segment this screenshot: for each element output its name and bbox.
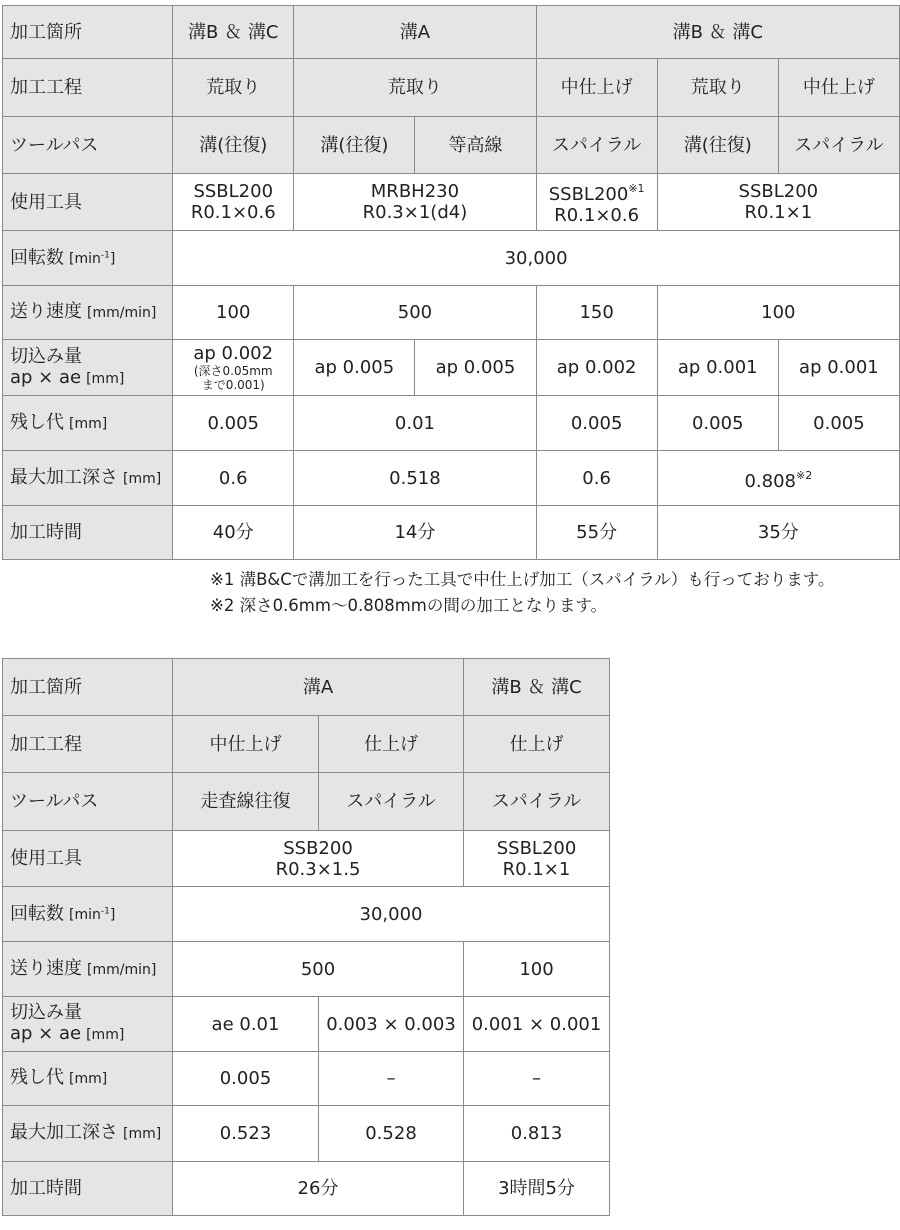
cell-toolpath: 溝(往復): [173, 117, 294, 174]
cell-feed: 500: [294, 286, 536, 340]
row-location: [3, 659, 610, 716]
tool-size: R0.1×0.6: [190, 202, 276, 223]
tool-size: R0.3×1.5: [275, 858, 361, 880]
row-stock: [3, 1052, 610, 1106]
cell-time: 55分: [536, 506, 657, 560]
tool-size: R0.3×1(d4): [362, 202, 468, 223]
cell-process: 中仕上げ: [778, 59, 899, 117]
cell-process: 荒取り: [173, 59, 294, 117]
cut-note: (深さ0.05mm: [193, 364, 273, 378]
unit-label: [mm]: [123, 470, 162, 487]
cell-tool: [464, 831, 610, 887]
cell-tool: [536, 174, 657, 231]
tool-name: SSBL200: [738, 181, 819, 202]
row-label-feed: [3, 942, 173, 997]
cell-process: 中仕上げ: [173, 716, 319, 773]
cell-process: 中仕上げ: [536, 59, 657, 117]
cell-cut: ap 0.005: [415, 340, 536, 396]
cell-cut: ap 0.002: [536, 340, 657, 396]
footnote-mark-1: ※1: [628, 182, 645, 195]
row-label-text: 送り速度: [10, 957, 82, 979]
depth-value: 0.808: [744, 470, 796, 492]
cell-feed: 150: [536, 286, 657, 340]
cell-depth: 0.528: [319, 1106, 464, 1162]
row-label-time: 加工時間: [3, 506, 173, 560]
cell-toolpath: スパイラル: [464, 773, 610, 831]
row-cut: [3, 997, 610, 1052]
row-feed: [3, 942, 610, 997]
cell-toolpath: 走査線往復: [173, 773, 319, 831]
machining-table-1: [2, 5, 900, 560]
row-label-cut: [3, 340, 173, 396]
cell-toolpath: 溝(往復): [294, 117, 415, 174]
row-label-text: 最大加工深さ: [10, 1122, 118, 1143]
row-toolpath: [3, 773, 610, 831]
unit-label: [mm/min]: [87, 961, 157, 978]
cell-cut: ap 0.005: [294, 340, 415, 396]
cell-toolpath: スパイラル: [319, 773, 464, 831]
row-label-sub: ap × ae: [10, 1023, 82, 1044]
cell-depth: 0.813: [464, 1106, 610, 1162]
cell-cut: 0.001 × 0.001: [464, 997, 610, 1052]
cell-stock: 0.005: [778, 396, 899, 451]
row-tool: [3, 831, 610, 887]
row-label-depth: [3, 451, 173, 506]
cell-feed: 100: [464, 942, 610, 997]
row-label-text: 残し代: [10, 1067, 64, 1088]
cell-process: 荒取り: [294, 59, 536, 117]
cell-feed: 500: [173, 942, 464, 997]
cell-depth: 0.518: [294, 451, 536, 506]
cell-stock: 0.005: [657, 396, 778, 451]
row-label-location: 加工箇所: [3, 6, 173, 59]
row-label-toolpath: ツールパス: [3, 117, 173, 174]
row-label-text: 送り速度: [10, 301, 82, 322]
row-label-stock: [3, 1052, 173, 1106]
row-tool: [3, 174, 900, 231]
unit-label: [mm]: [86, 370, 125, 387]
cell-location: 溝A: [173, 659, 464, 716]
cell-feed: 100: [657, 286, 899, 340]
cell-stock: –: [319, 1052, 464, 1106]
unit-label: $[\min^{-1}]$: [69, 250, 116, 268]
cell-time: 35分: [657, 506, 899, 560]
row-label-rpm: [3, 887, 173, 942]
row-label-depth: [3, 1106, 173, 1162]
tool-size: R0.1×1: [744, 202, 813, 223]
tool-name: MRBH230: [370, 181, 460, 202]
row-label-tool: 使用工具: [3, 831, 173, 887]
cell-cut: ap 0.001: [657, 340, 778, 396]
footnote-1: ※1 溝B&Cで溝加工を行った工具で中仕上げ加工（スパイラル）も行っております。: [210, 570, 835, 589]
cell-depth: 0.523: [173, 1106, 319, 1162]
tool-size: R0.1×0.6: [554, 205, 640, 226]
tool-name: SSBL200: [193, 181, 274, 202]
footnote-2: ※2 深さ0.6mm〜0.808mmの間の加工となります。: [210, 596, 608, 615]
cell-cut: ap 0.001: [778, 340, 899, 396]
footnote-mark-2: ※2: [796, 468, 813, 482]
unit-label: [mm]: [123, 1126, 162, 1142]
row-label-cut: [3, 997, 173, 1052]
cell-toolpath: 溝(往復): [657, 117, 778, 174]
unit-label: [mm]: [86, 1027, 125, 1043]
cell-location: 溝A: [294, 6, 536, 59]
row-process: [3, 59, 900, 117]
cell-time: 3時間5分: [464, 1162, 610, 1216]
tool-size: R0.1×1: [502, 858, 571, 880]
row-rpm: [3, 231, 900, 286]
cut-value: ap 0.002: [193, 343, 274, 364]
machining-table-2: [2, 658, 610, 1216]
unit-label: [mm]: [69, 415, 108, 432]
row-label-location: 加工箇所: [3, 659, 173, 716]
row-cut: [3, 340, 900, 396]
cell-feed: 100: [173, 286, 294, 340]
row-process: [3, 716, 610, 773]
row-toolpath: [3, 117, 900, 174]
cell-process: 仕上げ: [319, 716, 464, 773]
cell-stock: 0.005: [536, 396, 657, 451]
cell-stock: 0.005: [173, 1052, 319, 1106]
row-label-rpm: [3, 231, 173, 286]
cell-depth: 0.6: [536, 451, 657, 506]
row-depth: [3, 1106, 610, 1162]
cut-note: まで0.001): [201, 378, 265, 392]
cell-stock: 0.01: [294, 396, 536, 451]
cell-rpm: 30,000: [173, 887, 610, 942]
row-label-process: 加工工程: [3, 59, 173, 117]
row-rpm: [3, 887, 610, 942]
row-label-stock: [3, 396, 173, 451]
tool-name: SSBL200: [548, 184, 629, 205]
cell-time: 40分: [173, 506, 294, 560]
row-label-toolpath: ツールパス: [3, 773, 173, 831]
cell-location: 溝B ＆ 溝C: [536, 6, 899, 59]
cell-rpm: 30,000: [173, 231, 900, 286]
cell-location: 溝B ＆ 溝C: [173, 6, 294, 59]
row-label-text: 最大加工深さ: [10, 466, 118, 488]
unit-label: [mm]: [69, 1071, 108, 1087]
row-label-time: 加工時間: [3, 1162, 173, 1216]
row-stock: [3, 396, 900, 451]
cell-cut: [173, 340, 294, 396]
cell-tool: [173, 831, 464, 887]
cell-cut: 0.003 × 0.003: [319, 997, 464, 1052]
cell-depth: 0.6: [173, 451, 294, 506]
row-label-sub: ap × ae: [10, 366, 82, 388]
cell-process: 荒取り: [657, 59, 778, 117]
cell-toolpath: スパイラル: [536, 117, 657, 174]
cell-location: 溝B ＆ 溝C: [464, 659, 610, 716]
cell-tool: [657, 174, 899, 231]
cell-toolpath: スパイラル: [778, 117, 899, 174]
cell-process: 仕上げ: [464, 716, 610, 773]
cell-toolpath: 等高線: [415, 117, 536, 174]
tool-name: SSBL200: [496, 837, 577, 859]
cell-cut: ae 0.01: [173, 997, 319, 1052]
tool-name: SSB200: [283, 837, 353, 859]
cell-time: 14分: [294, 506, 536, 560]
row-location: [3, 6, 900, 59]
cell-stock: –: [464, 1052, 610, 1106]
row-label-text: 回転数: [10, 247, 64, 269]
cell-depth: [657, 451, 899, 506]
row-time: [3, 506, 900, 560]
row-time: [3, 1162, 610, 1216]
unit-label: $[\min^{-1}]$: [69, 906, 116, 924]
row-depth: [3, 451, 900, 506]
row-label-feed: [3, 286, 173, 340]
row-label-tool: 使用工具: [3, 174, 173, 231]
cell-tool: [294, 174, 536, 231]
row-label-text: 回転数: [10, 903, 64, 925]
cell-time: 26分: [173, 1162, 464, 1216]
row-label-text: 切込み量: [10, 1002, 82, 1023]
row-feed: [3, 286, 900, 340]
row-label-text: 切込み量: [10, 345, 82, 367]
unit-label: [mm/min]: [87, 305, 157, 321]
cell-stock: 0.005: [173, 396, 294, 451]
row-label-text: 残し代: [10, 411, 64, 433]
row-label-process: 加工工程: [3, 716, 173, 773]
cell-tool: [173, 174, 294, 231]
